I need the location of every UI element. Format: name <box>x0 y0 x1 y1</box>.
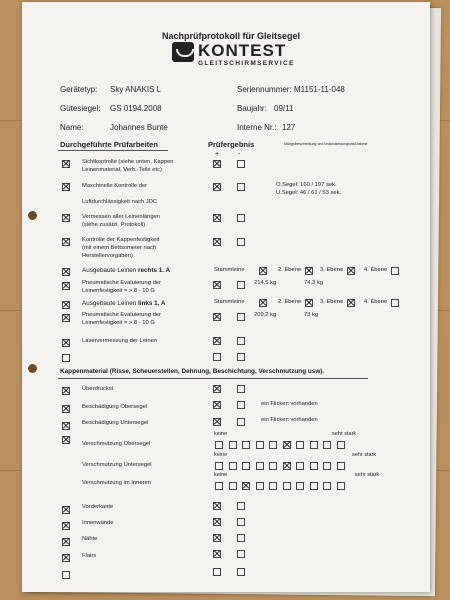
scale-sehr-stark-label: sehr stark <box>352 452 377 458</box>
scale-box[interactable] <box>269 462 277 470</box>
rechts-pneumatisch-label-2: Leinenfestigkeit = > 8 - 10 G <box>82 288 155 294</box>
row-kappenfestigkeit-minus[interactable] <box>237 238 245 246</box>
links-pneumatisch-checkbox[interactable] <box>62 314 70 322</box>
scale-box[interactable] <box>229 482 237 490</box>
obersegel-checkbox[interactable] <box>62 405 70 413</box>
row-sicht-label: Sichtkontrolle (siehe unten, Kappen <box>82 159 174 165</box>
links-ebene4-checkbox[interactable] <box>391 299 399 307</box>
rechts-stammleine-label: Stammleine <box>214 267 245 273</box>
links-minus[interactable] <box>237 313 245 321</box>
rechts-ebene4-checkbox[interactable] <box>391 267 399 275</box>
row-vermessen-plus[interactable] <box>213 214 221 222</box>
row-maschinell-plus[interactable] <box>213 183 221 191</box>
links-ebene3-checkbox[interactable] <box>347 299 355 307</box>
ueberdruck-checkbox[interactable] <box>62 387 70 395</box>
laser-plus[interactable] <box>213 337 221 345</box>
rechts-pneumatisch-label: Pneumatische Evaluierung der <box>82 280 161 286</box>
scale-box[interactable] <box>242 482 250 490</box>
innenwaende-label: Innenwände <box>82 520 114 526</box>
verschmutzung-checkbox[interactable] <box>62 436 70 444</box>
row-vermessen-label: Vermessen aller Leinenlängen <box>82 214 160 220</box>
plus-header: + <box>215 151 220 158</box>
untersegel-checkbox[interactable] <box>62 422 70 430</box>
rechts-label: Ausgebaute Leinen <box>82 267 139 274</box>
flairs-minus[interactable] <box>237 550 245 558</box>
baujahr-value: 09/11 <box>274 104 294 113</box>
scale-box[interactable] <box>283 441 291 449</box>
scale-box[interactable] <box>323 462 331 470</box>
links-pneumatisch-label-2: Leinenfestigkeit = > 8 - 10 G <box>82 320 155 326</box>
scale-box[interactable] <box>215 441 223 449</box>
row-maschinell-label-2: Luftdurchlässigkeit nach JDC <box>82 199 158 205</box>
ueberdruck-plus[interactable] <box>213 385 221 393</box>
obersegel-plus[interactable] <box>213 401 221 409</box>
scale-box[interactable] <box>296 462 304 470</box>
minus-header: - <box>238 151 241 158</box>
empty-checkbox[interactable] <box>62 571 70 579</box>
kontest-logo-icon <box>172 42 194 62</box>
rechts-ebene3-checkbox[interactable] <box>347 267 355 275</box>
name-value: Johannes Bunte <box>110 123 168 132</box>
scale-box[interactable] <box>256 482 264 490</box>
rechts-checkbox[interactable] <box>62 268 70 276</box>
naehte-label: Nähte <box>82 536 98 542</box>
row-vermessen-checkbox[interactable] <box>62 214 70 222</box>
row-sicht-label-2: Leinenmaterial, Verb.-Teile etc) <box>82 167 162 173</box>
links-ebene2-label: 2. Ebene <box>278 299 302 305</box>
laser-label: Laservermessung der Leinen <box>82 338 158 344</box>
links-label-bold: links <box>138 300 153 307</box>
rechts-ebene4-label: 4. Ebene <box>364 267 388 273</box>
protocol-sheet <box>22 2 430 592</box>
untersegel-label: Beschädigung Untersegel <box>82 420 149 426</box>
scale-box[interactable] <box>337 462 345 470</box>
vorderkante-checkbox[interactable] <box>62 506 70 514</box>
empty-plus[interactable] <box>213 568 221 576</box>
innenwaende-minus[interactable] <box>237 518 245 526</box>
rechts-label-bold: rechts <box>138 267 157 274</box>
scale-box[interactable] <box>269 441 277 449</box>
guetesiegel-value: GS 0194.2008 <box>110 104 162 113</box>
links-stammleine-label: Stammleine <box>214 299 245 305</box>
empty-minus[interactable] <box>237 568 245 576</box>
empty-plus[interactable] <box>213 353 221 361</box>
scale-box[interactable] <box>215 482 223 490</box>
scale-box[interactable] <box>229 441 237 449</box>
scale-box[interactable] <box>242 462 250 470</box>
row-maschinell-checkbox[interactable] <box>62 183 70 191</box>
row-sicht-plus[interactable] <box>213 160 221 168</box>
links-checkbox[interactable] <box>62 301 70 309</box>
naehte-minus[interactable] <box>237 534 245 542</box>
scale-box[interactable] <box>283 462 291 470</box>
links-value-1: 209,2 kg <box>254 312 277 318</box>
links-label-ebene: 1. A <box>154 300 166 307</box>
scale-box[interactable] <box>256 441 264 449</box>
rechts-ebene2-checkbox[interactable] <box>305 267 313 275</box>
col-header-ergebnis: Prüfergebnis <box>208 140 255 149</box>
guetesiegel-label: Gütesiegel: <box>60 104 101 113</box>
rechts-value-1: 214,5 kg <box>254 280 277 286</box>
rechts-ebene2-label: 2. Ebene <box>278 267 302 273</box>
row-vermessen-minus[interactable] <box>237 214 245 222</box>
rechts-ebene3-label: 3. Ebene <box>320 267 344 273</box>
scale-keine-label: keine <box>214 452 228 458</box>
scale-keine-label: keine <box>214 472 228 478</box>
scale-box[interactable] <box>310 482 318 490</box>
row-maschinell-minus[interactable] <box>237 183 245 191</box>
verschmutzung-inneren-label: Verschmutzung im Inneren <box>82 480 151 486</box>
scale-box[interactable] <box>215 462 223 470</box>
name-label: Name: <box>60 123 84 132</box>
links-stammleine-checkbox[interactable] <box>259 299 267 307</box>
flairs-label: Flairs <box>82 553 97 559</box>
rechts-plus[interactable] <box>213 281 221 289</box>
punch-hole <box>28 364 37 373</box>
untersegel-note: ein Flicken vorhanden <box>261 417 318 423</box>
seriennummer-label: Seriennummer: <box>237 85 292 94</box>
rechts-value-2: 74,3 kg <box>304 280 324 286</box>
naehte-checkbox[interactable] <box>62 538 70 546</box>
col-header-arbeiten: Durchgeführte Prüfarbeiten <box>60 140 158 149</box>
row-kappenfestigkeit-label-2: (mit einem Bettsometer nach <box>82 245 157 251</box>
vorderkante-minus[interactable] <box>237 502 245 510</box>
untersegel-plus[interactable] <box>213 418 221 426</box>
row-vermessen-label-2: (siehe zusätzl. Protokoll) <box>82 222 146 228</box>
rechts-pneumatisch-checkbox[interactable] <box>62 282 70 290</box>
scale-keine-label: keine <box>214 431 228 437</box>
vorderkante-label: Vorderkante <box>82 504 114 510</box>
scale-box[interactable] <box>296 441 304 449</box>
row-maschinell-label: Maschinelle Kontrolle der <box>82 183 148 189</box>
row-sicht-minus[interactable] <box>237 160 245 168</box>
scale-box[interactable] <box>337 482 345 490</box>
geraetetyp-value: Sky ANAKIS L <box>110 85 162 94</box>
untersegel-minus[interactable] <box>237 418 245 426</box>
row-maschinell-note-1: O.Segel: 160 / 197 sek. <box>276 182 337 188</box>
row-maschinell-note-2: U.Segel: 46 / 61 / 53 sek. <box>276 190 342 196</box>
scale-sehr-stark-label: sehr stark <box>332 431 357 437</box>
col-header-maengel: Mängelbeschreibung und Instandsetzungsmaßnahme <box>284 142 368 146</box>
scale-box[interactable] <box>296 482 304 490</box>
rechts-label-ebene: 1. A <box>158 267 171 274</box>
page-title: Nachprüfprotokoll für Gleitsegel <box>162 31 301 41</box>
row-sicht-checkbox[interactable] <box>62 160 70 168</box>
innenwaende-checkbox[interactable] <box>62 522 70 530</box>
scale-box[interactable] <box>229 462 237 470</box>
row-kappenfestigkeit-label-3: Herstellervorgaben) <box>82 253 133 259</box>
interne-value: 127 <box>282 123 296 132</box>
laser-minus[interactable] <box>237 337 245 345</box>
laser-checkbox[interactable] <box>62 339 70 347</box>
scale-box[interactable] <box>242 441 250 449</box>
links-value-2: 73 kg <box>304 312 319 318</box>
links-ebene2-checkbox[interactable] <box>305 299 313 307</box>
scale-box[interactable] <box>323 441 331 449</box>
innenwaende-plus[interactable] <box>213 518 221 526</box>
empty-minus[interactable] <box>237 353 245 361</box>
scale-box[interactable] <box>310 441 318 449</box>
links-ebene4-label: 4. Ebene <box>364 299 388 305</box>
vorderkante-plus[interactable] <box>213 502 221 510</box>
rechts-stammleine-checkbox[interactable] <box>259 267 267 275</box>
flairs-checkbox[interactable] <box>62 554 70 562</box>
scale-box[interactable] <box>337 441 345 449</box>
obersegel-note: ein Flicken vorhanden <box>261 401 318 407</box>
ueberdruck-minus[interactable] <box>237 385 245 393</box>
divider <box>58 378 368 379</box>
logo-tagline: GLEITSCHIRMSERVICE <box>198 60 295 67</box>
links-plus[interactable] <box>213 313 221 321</box>
row-kappenfestigkeit-checkbox[interactable] <box>62 238 70 246</box>
baujahr-label: Baujahr: <box>237 104 267 113</box>
ueberdruck-label: Überdruckst <box>82 386 114 392</box>
scale-box[interactable] <box>283 482 291 490</box>
scale-box[interactable] <box>310 462 318 470</box>
links-ebene3-label: 3. Ebene <box>320 299 344 305</box>
verschmutzung-obersegel-label: Verschmutzung Obersegel <box>82 441 151 447</box>
verschmutzung-untersegel-label: Verschmutzung Untersegel <box>82 462 152 468</box>
scale-box[interactable] <box>323 482 331 490</box>
divider <box>58 150 168 151</box>
row-kappenfestigkeit-label: Kontrolle der Kappenfestigkeit <box>82 237 160 243</box>
punch-hole <box>28 211 37 220</box>
links-label: Ausgebaute Leinen <box>82 300 139 307</box>
rechts-minus[interactable] <box>237 281 245 289</box>
logo-brand: KONTEST <box>198 41 287 60</box>
flairs-plus[interactable] <box>213 550 221 558</box>
geraetetyp-label: Gerätetyp: <box>60 85 98 94</box>
row-kappenfestigkeit-plus[interactable] <box>213 238 221 246</box>
obersegel-minus[interactable] <box>237 401 245 409</box>
scale-sehr-stark-label: sehr stark <box>355 472 380 478</box>
obersegel-label: Beschädigung Obersegel <box>82 404 148 410</box>
scale-box[interactable] <box>256 462 264 470</box>
kappen-section-title: Kappenmaterial (Risse, Scheuerstellen, Dehnung, Beschichtung, Verschmutzung usw). <box>60 368 325 375</box>
links-pneumatisch-label: Pneumatische Evaluierung der <box>82 312 161 318</box>
naehte-plus[interactable] <box>213 534 221 542</box>
seriennummer-value: M1151-11-048 <box>294 85 345 94</box>
interne-label: Interne Nr.: <box>237 123 277 132</box>
empty-checkbox[interactable] <box>62 354 70 362</box>
scale-box[interactable] <box>269 482 277 490</box>
